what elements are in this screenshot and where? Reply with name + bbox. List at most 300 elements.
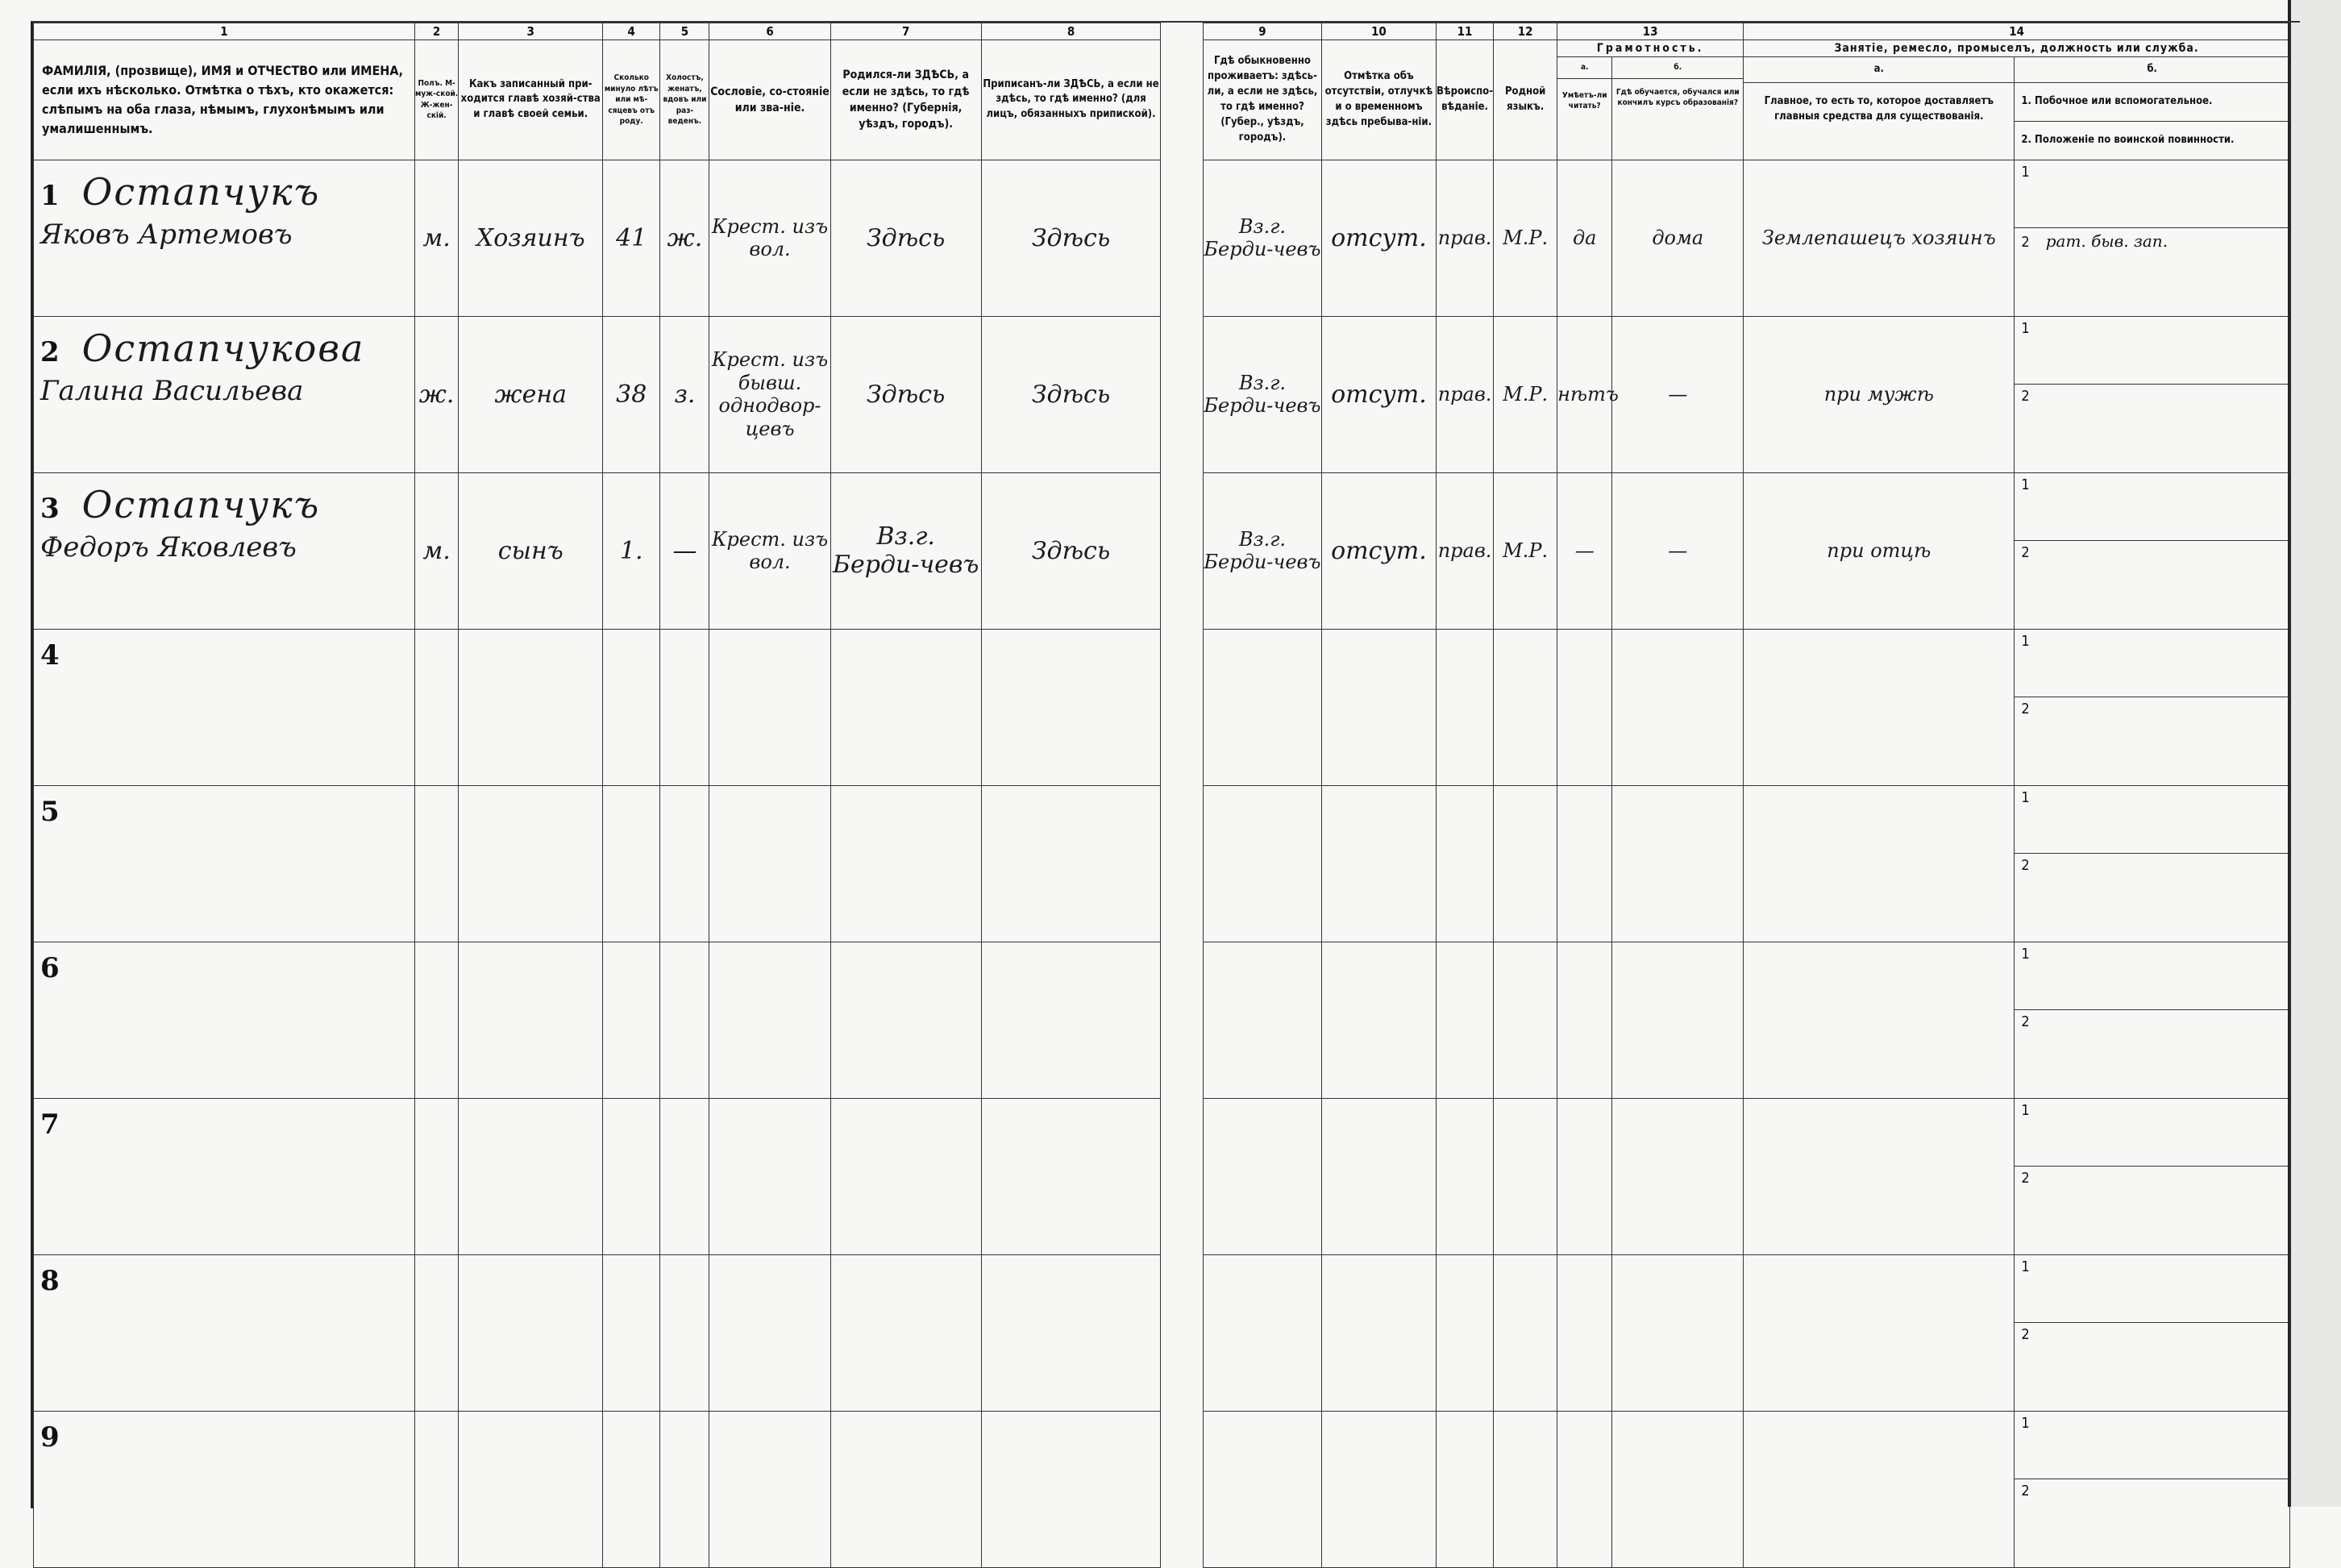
cell-estate — [709, 785, 830, 942]
line-label-2: 2 — [2021, 1013, 2030, 1030]
cell-marital — [660, 316, 709, 472]
col-num-12: 12 — [1494, 23, 1557, 40]
religion-value: прав. — [1437, 539, 1492, 562]
header-literacy-a-label: а. — [1557, 57, 1611, 79]
cell-registered — [981, 1411, 1161, 1567]
cell-registered — [981, 1254, 1161, 1411]
given-names: Галина Васильева — [40, 374, 304, 407]
cell-religion — [1436, 785, 1493, 942]
header-literacy-b — [1612, 57, 1744, 160]
header-occupation-b-label: б. — [2015, 57, 2289, 83]
cell-name — [34, 316, 415, 472]
cell-resides — [1203, 629, 1321, 785]
header-born: Родился-ли ЗДѢСЬ, а если не здѣсь, то гдѣ именно? (Губернія, уѣздъ, городъ). — [830, 40, 981, 160]
cell-estate — [709, 629, 830, 785]
row-number: 3 — [40, 492, 60, 525]
cell-age — [603, 1254, 660, 1411]
cell-educated — [1612, 629, 1744, 785]
cell-relation — [459, 1098, 603, 1254]
header-literacy-a — [1557, 57, 1612, 160]
header-absence: Отмѣтка объ отсутствіи, отлучкѣ и о временномъ здѣсь пребыва-ніи. — [1322, 40, 1437, 160]
language-value: М.Р. — [1503, 382, 1549, 406]
col-num-6: 6 — [709, 23, 830, 40]
cell-language — [1494, 1098, 1557, 1254]
row-number: 1 — [40, 179, 60, 212]
cell-age — [603, 160, 660, 316]
cell-reads — [1557, 1411, 1612, 1567]
cell-born — [830, 629, 981, 785]
col-num-14: 14 — [1744, 23, 2290, 40]
registered-value: Здѣсь — [1031, 223, 1111, 252]
column-gap — [1161, 160, 1204, 316]
cell-estate — [709, 316, 830, 472]
row-number: 4 — [40, 638, 60, 672]
cell-relation — [459, 629, 603, 785]
header-age: Сколько минуло лѣтъ или мѣ-сяцевъ отъ роду. — [603, 40, 660, 160]
born-value: Вз.г. Берди-чевъ — [832, 522, 979, 580]
cell-sex — [414, 472, 459, 629]
occupation-b-line-2 — [2015, 1479, 2289, 1503]
absence-value: отсут. — [1331, 536, 1427, 565]
cell-relation — [459, 942, 603, 1098]
educated-value: — — [1668, 539, 1688, 562]
cell-resides — [1203, 472, 1321, 629]
cell-reads — [1557, 160, 1612, 316]
resides-value: Вз.г. Берди-чевъ — [1204, 214, 1321, 261]
column-gap — [1161, 1254, 1204, 1411]
cell-religion — [1436, 1098, 1493, 1254]
header-literacy-b-text: Гдѣ обучается, обучался или кончилъ курсъ образованія? — [1615, 87, 1740, 108]
cell-occupation — [1744, 160, 2015, 316]
header-occupation-b — [2015, 57, 2290, 160]
header-occupation-b2: 2. Положеніе по воинской повинности. — [2021, 133, 2235, 146]
column-gap — [1161, 942, 1204, 1098]
header-marital: Холостъ, женатъ, вдовъ или раз-веденъ. — [660, 40, 709, 160]
header-literacy: Грамотность. — [1557, 40, 1744, 57]
cell-occupation — [1744, 472, 2015, 629]
occupation-value: при мужѣ — [1823, 382, 1934, 406]
table-row — [34, 629, 2290, 785]
absence-value: отсут. — [1331, 380, 1427, 409]
cell-relation — [459, 316, 603, 472]
line-label-1: 1 — [2021, 945, 2030, 963]
column-gap — [1161, 316, 1204, 472]
cell-registered — [981, 629, 1161, 785]
table-row — [34, 942, 2290, 1098]
occupation-b-line-1 — [2015, 160, 2289, 228]
cell-resides — [1203, 785, 1321, 942]
cell-registered — [981, 316, 1161, 472]
cell-born — [830, 942, 981, 1098]
born-value: Здѣсь — [866, 223, 946, 252]
relation-value: сынъ — [497, 536, 563, 565]
cell-name — [34, 1098, 415, 1254]
line-label-1: 1 — [2021, 1414, 2030, 1432]
line-label-2: 2 — [2021, 233, 2030, 251]
cell-absence — [1322, 160, 1437, 316]
cell-educated — [1612, 1254, 1744, 1411]
cell-age — [603, 942, 660, 1098]
column-gap — [1161, 472, 1204, 629]
cell-born — [830, 316, 981, 472]
table-row — [34, 472, 2290, 629]
line-label-1: 1 — [2021, 1258, 2030, 1275]
cell-language — [1494, 629, 1557, 785]
marital-value: з. — [674, 380, 696, 409]
cell-educated — [1612, 1411, 1744, 1567]
header-gap — [1161, 40, 1204, 160]
col-num-4: 4 — [603, 23, 660, 40]
cell-sex — [414, 1254, 459, 1411]
occupation-b-line-2 — [2015, 385, 2289, 408]
header-name: ФАМИЛІЯ, (прозвище), ИМЯ и ОТЧЕСТВО или ИМЕНА, если ихъ нѣсколько. Отмѣтка о тѣхъ, кто окажется: слѣпымъ на оба глаза, нѣмымъ, глухонѣмымъ или умалишеннымъ. — [34, 40, 415, 160]
row-number: 9 — [40, 1420, 60, 1454]
col-num-11: 11 — [1436, 23, 1493, 40]
educated-value: — — [1668, 382, 1688, 406]
occupation-b-line-2 — [2015, 854, 2289, 877]
marital-value: — — [672, 536, 697, 565]
cell-reads — [1557, 1254, 1612, 1411]
occupation-b-line-2 — [2015, 1323, 2289, 1346]
cell-religion — [1436, 942, 1493, 1098]
column-gap — [1161, 1098, 1204, 1254]
absence-value: отсут. — [1331, 223, 1427, 252]
cell-relation — [459, 472, 603, 629]
line-label-2: 2 — [2021, 1169, 2030, 1187]
col-num-9: 9 — [1203, 23, 1321, 40]
table-row — [34, 1411, 2290, 1567]
row-number: 6 — [40, 951, 60, 984]
occupation-b-line-1 — [2015, 630, 2289, 697]
registered-value: Здѣсь — [1031, 536, 1111, 565]
cell-educated — [1612, 785, 1744, 942]
cell-educated — [1612, 160, 1744, 316]
line-label-2: 2 — [2021, 387, 2030, 405]
column-gap — [1161, 23, 1204, 40]
relation-value: жена — [494, 380, 567, 409]
table-row — [34, 1254, 2290, 1411]
line-label-1: 1 — [2021, 319, 2030, 337]
cell-marital — [660, 1254, 709, 1411]
cell-language — [1494, 160, 1557, 316]
resides-value: Вз.г. Берди-чевъ — [1204, 527, 1321, 574]
header-occupation-a-label: а. — [1744, 57, 2014, 83]
cell-occupation — [1744, 1254, 2015, 1411]
occupation-value: Землепашецъ хозяинъ — [1761, 226, 1996, 249]
table-row — [34, 316, 2290, 472]
cell-estate — [709, 160, 830, 316]
cell-reads — [1557, 942, 1612, 1098]
cell-occupation-b — [2015, 1411, 2290, 1567]
cell-language — [1494, 316, 1557, 472]
estate-value: Крест. изъ бывш. однодвор-цевъ — [711, 347, 829, 441]
language-value: М.Р. — [1503, 539, 1549, 562]
cell-religion — [1436, 1411, 1493, 1567]
header-literacy-b-label: б. — [1612, 57, 1743, 79]
cell-age — [603, 629, 660, 785]
cell-sex — [414, 785, 459, 942]
cell-resides — [1203, 160, 1321, 316]
cell-marital — [660, 629, 709, 785]
cell-born — [830, 160, 981, 316]
line-label-2: 2 — [2021, 1482, 2030, 1499]
header-occupation-b1: 1. Побочное или вспомогательное. — [2015, 83, 2289, 122]
cell-registered — [981, 942, 1161, 1098]
reads-value: да — [1572, 226, 1597, 249]
cell-absence — [1322, 472, 1437, 629]
header-literacy-a-text: Умѣетъ-ли читать? — [1561, 90, 1607, 111]
age-value: 41 — [616, 223, 647, 252]
cell-marital — [660, 1098, 709, 1254]
surname: Остапчукова — [81, 326, 365, 370]
cell-resides — [1203, 1411, 1321, 1567]
cell-marital — [660, 942, 709, 1098]
cell-occupation — [1744, 1411, 2015, 1567]
cell-age — [603, 1098, 660, 1254]
cell-absence — [1322, 1411, 1437, 1567]
cell-sex — [414, 1098, 459, 1254]
col-num-5: 5 — [660, 23, 709, 40]
age-value: 38 — [616, 380, 647, 409]
line-label-1: 1 — [2021, 1101, 2030, 1119]
occupation-b-line-2 — [2015, 541, 2289, 564]
table-row — [34, 160, 2290, 316]
row-number: 2 — [40, 335, 60, 368]
cell-absence — [1322, 629, 1437, 785]
cell-religion — [1436, 472, 1493, 629]
cell-registered — [981, 785, 1161, 942]
cell-educated — [1612, 1098, 1744, 1254]
cell-reads — [1557, 1098, 1612, 1254]
sex-value: ж. — [418, 380, 455, 409]
cell-reads — [1557, 785, 1612, 942]
cell-estate — [709, 472, 830, 629]
census-rows — [34, 160, 2290, 1567]
cell-religion — [1436, 160, 1493, 316]
column-gap — [1161, 629, 1204, 785]
cell-absence — [1322, 1098, 1437, 1254]
cell-registered — [981, 1098, 1161, 1254]
cell-occupation-b — [2015, 316, 2290, 472]
cell-age — [603, 785, 660, 942]
cell-born — [830, 1254, 981, 1411]
given-names: Яковъ Артемовъ — [40, 218, 293, 251]
surname: Остапчукъ — [81, 482, 321, 526]
cell-occupation-b — [2015, 1098, 2290, 1254]
cell-religion — [1436, 1254, 1493, 1411]
cell-language — [1494, 942, 1557, 1098]
cell-age — [603, 316, 660, 472]
header-resides: Гдѣ обыкновенно проживаетъ: здѣсь-ли, а если не здѣсь, то гдѣ именно? (Губер., уѣздъ, городъ). — [1203, 40, 1321, 160]
column-number-row — [34, 23, 2290, 40]
line-label-2: 2 — [2021, 700, 2030, 717]
cell-occupation-b — [2015, 160, 2290, 316]
cell-educated — [1612, 942, 1744, 1098]
table-row — [34, 785, 2290, 942]
occupation-b-line-1 — [2015, 1255, 2289, 1323]
registered-value: Здѣсь — [1031, 380, 1111, 409]
col-num-13: 13 — [1557, 23, 1744, 40]
cell-marital — [660, 472, 709, 629]
line-label-2: 2 — [2021, 1325, 2030, 1343]
cell-occupation — [1744, 316, 2015, 472]
cell-occupation — [1744, 1098, 2015, 1254]
row-number: 7 — [40, 1108, 60, 1141]
header-row-top — [34, 40, 2290, 57]
header-occupation: Занятіе, ремесло, промыселъ, должность или служба. — [1744, 40, 2290, 57]
census-sheet — [31, 21, 2300, 1508]
religion-value: прав. — [1437, 226, 1492, 249]
sex-value: м. — [422, 536, 451, 565]
cell-occupation-b — [2015, 785, 2290, 942]
reads-value: нѣтъ — [1557, 382, 1619, 406]
born-value: Здѣсь — [866, 380, 946, 409]
header-occupation-a — [1744, 57, 2015, 160]
cell-absence — [1322, 942, 1437, 1098]
header-sex: Полъ. М-муж-ской. Ж-жен-скій. — [414, 40, 459, 160]
surname: Остапчукъ — [81, 169, 321, 214]
cell-language — [1494, 1254, 1557, 1411]
header-registered: Приписанъ-ли ЗДѢСЬ, а если не здѣсь, то гдѣ именно? (для лицъ, обязанныхъ припиской). — [981, 40, 1161, 160]
cell-absence — [1322, 1254, 1437, 1411]
cell-name — [34, 785, 415, 942]
cell-occupation-b — [2015, 629, 2290, 785]
cell-sex — [414, 1411, 459, 1567]
cell-sex — [414, 942, 459, 1098]
cell-age — [603, 1411, 660, 1567]
cell-name — [34, 1411, 415, 1567]
cell-relation — [459, 1411, 603, 1567]
cell-occupation — [1744, 785, 2015, 942]
line-label-2: 2 — [2021, 543, 2030, 561]
cell-absence — [1322, 316, 1437, 472]
age-value: 1. — [619, 536, 643, 565]
educated-value: дома — [1652, 226, 1704, 249]
cell-born — [830, 1411, 981, 1567]
military-status-value: рат. быв. зап. — [2045, 231, 2168, 251]
cell-reads — [1557, 629, 1612, 785]
line-label-1: 1 — [2021, 476, 2030, 493]
occupation-b-line-1 — [2015, 1412, 2289, 1479]
cell-marital — [660, 160, 709, 316]
cell-registered — [981, 160, 1161, 316]
cell-estate — [709, 1411, 830, 1567]
cell-name — [34, 1254, 415, 1411]
header-relation: Какъ записанный при-ходится главѣ хозяй-ства и главѣ своей семьи. — [459, 40, 603, 160]
cell-name — [34, 629, 415, 785]
cell-marital — [660, 785, 709, 942]
cell-sex — [414, 160, 459, 316]
cell-name — [34, 472, 415, 629]
cell-resides — [1203, 1098, 1321, 1254]
cell-estate — [709, 942, 830, 1098]
header-occupation-a-text: Главное, то есть то, которое доставляетъ главныя средства для существованія. — [1764, 95, 1994, 123]
occupation-b-line-1 — [2015, 942, 2289, 1010]
col-num-1: 1 — [34, 23, 415, 40]
cell-religion — [1436, 629, 1493, 785]
cell-occupation — [1744, 942, 2015, 1098]
sex-value: м. — [422, 223, 451, 252]
occupation-b-line-2 — [2015, 1167, 2289, 1190]
cell-occupation-b — [2015, 1254, 2290, 1411]
occupation-b-line-2 — [2015, 228, 2289, 254]
column-gap — [1161, 785, 1204, 942]
line-label-1: 1 — [2021, 632, 2030, 650]
marital-value: ж. — [667, 223, 703, 252]
col-num-2: 2 — [414, 23, 459, 40]
occupation-b-line-1 — [2015, 786, 2289, 854]
cell-born — [830, 472, 981, 629]
cell-occupation-b — [2015, 942, 2290, 1098]
cell-language — [1494, 1411, 1557, 1567]
cell-sex — [414, 316, 459, 472]
census-table — [33, 23, 2290, 1568]
col-num-10: 10 — [1322, 23, 1437, 40]
occupation-b-line-2 — [2015, 1010, 2289, 1034]
cell-name — [34, 160, 415, 316]
occupation-b-line-1 — [2015, 1099, 2289, 1167]
line-label-1: 1 — [2021, 788, 2030, 806]
occupation-b-line-1 — [2015, 317, 2289, 385]
header-religion: Вѣроиспо-вѣданіе. — [1436, 40, 1493, 160]
cell-resides — [1203, 942, 1321, 1098]
cell-born — [830, 1098, 981, 1254]
resides-value: Вз.г. Берди-чевъ — [1204, 371, 1321, 418]
estate-value: Крест. изъ вол. — [711, 214, 829, 261]
cell-religion — [1436, 316, 1493, 472]
header-estate: Сословіе, со-стояніе или зва-ніе. — [709, 40, 830, 160]
line-label-1: 1 — [2021, 163, 2030, 181]
occupation-value: при отцѣ — [1827, 539, 1931, 562]
reads-value: — — [1574, 539, 1595, 562]
cell-registered — [981, 472, 1161, 629]
relation-value: Хозяинъ — [476, 223, 585, 252]
col-num-3: 3 — [459, 23, 603, 40]
cell-occupation — [1744, 629, 2015, 785]
row-number: 5 — [40, 795, 60, 828]
cell-relation — [459, 1254, 603, 1411]
religion-value: прав. — [1437, 382, 1492, 406]
header-language: Родной языкъ. — [1494, 40, 1557, 160]
cell-estate — [709, 1254, 830, 1411]
cell-absence — [1322, 785, 1437, 942]
cell-occupation-b — [2015, 472, 2290, 629]
column-gap — [1161, 1411, 1204, 1567]
cell-reads — [1557, 472, 1612, 629]
cell-educated — [1612, 472, 1744, 629]
cell-resides — [1203, 1254, 1321, 1411]
cell-born — [830, 785, 981, 942]
col-num-8: 8 — [981, 23, 1161, 40]
language-value: М.Р. — [1503, 226, 1549, 249]
row-number: 8 — [40, 1264, 60, 1297]
cell-estate — [709, 1098, 830, 1254]
given-names: Федоръ Яковлевъ — [40, 530, 297, 564]
table-row — [34, 1098, 2290, 1254]
cell-age — [603, 472, 660, 629]
estate-value: Крест. изъ вол. — [711, 527, 829, 574]
cell-name — [34, 942, 415, 1098]
cell-relation — [459, 785, 603, 942]
cell-resides — [1203, 316, 1321, 472]
cell-relation — [459, 160, 603, 316]
cell-language — [1494, 785, 1557, 942]
occupation-b-line-2 — [2015, 697, 2289, 721]
cell-educated — [1612, 316, 1744, 472]
cell-marital — [660, 1411, 709, 1567]
cell-sex — [414, 629, 459, 785]
cell-language — [1494, 472, 1557, 629]
